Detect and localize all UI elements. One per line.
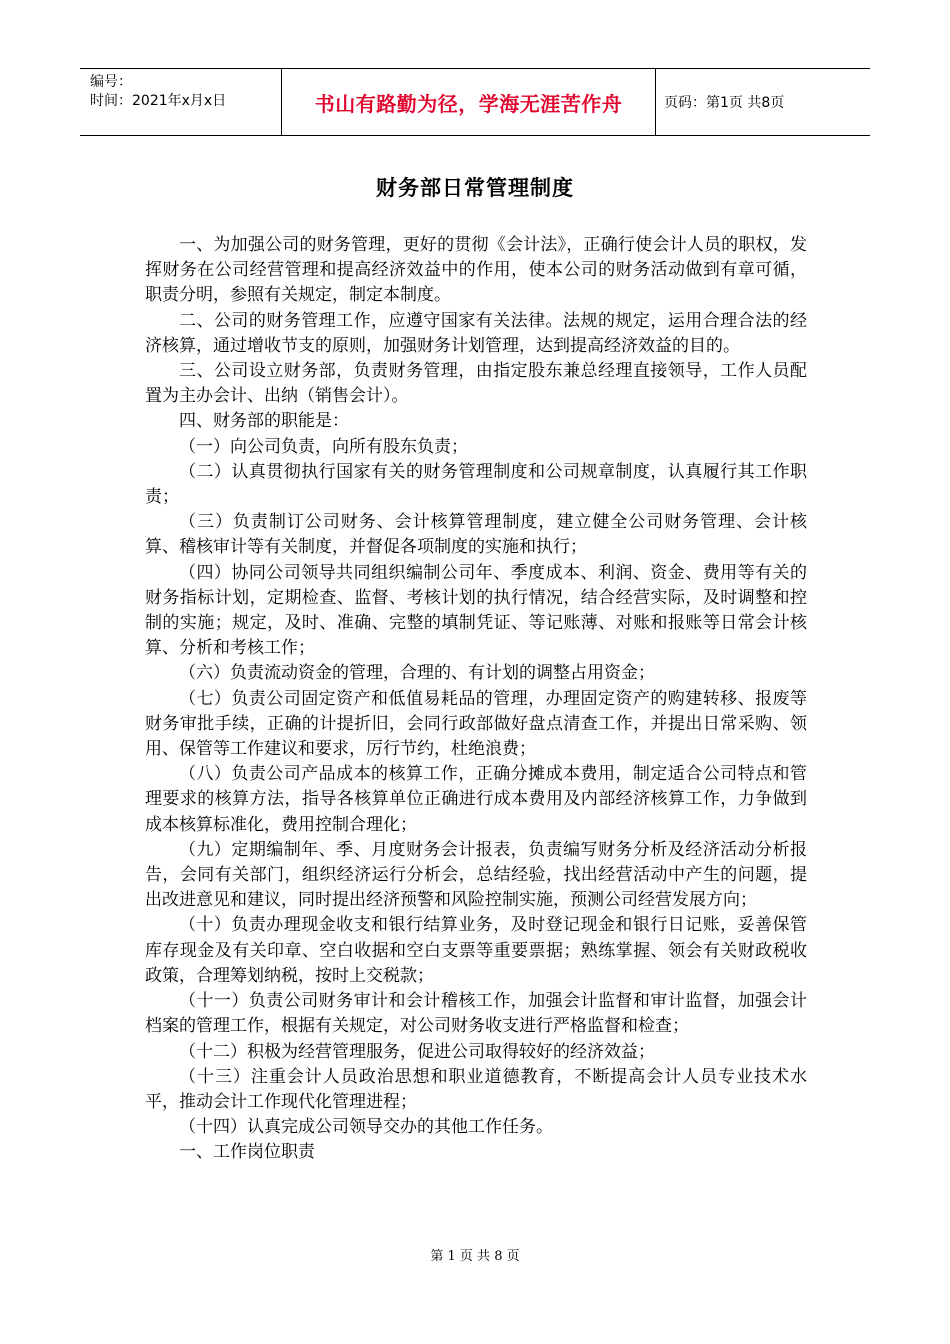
document-time-label: 时间：2021年x月x日 [90,93,227,109]
paragraph: （一）向公司负责，向所有股东负责； [179,436,468,457]
header-page-info-cell [656,69,870,135]
header-meta [80,69,282,135]
header-motto-cell [282,69,656,135]
paragraph: （九）定期编制年、季、月度财务会计报表，负责编写财务分析及经济活动分析报告，会同有关部门，组织经济运行分析会，总结经验，找出经营活动中产生的问题，提出改进意见和建议，同时提出经济预警和风险控制实施，预测公司经营发展方向； [145,839,807,911]
paragraph: （十一）负责公司财务审计和会计稽核工作，加强会计监督和审计监督，加强会计档案的管理工作，根据有关规定，对公司财务收支进行严格监督和检查； [145,991,807,1037]
paragraph: （三）负责制订公司财务、会计核算管理制度，建立健全公司财务管理、会计核算、稽核审计等有关制度，并督促各项制度的实施和执行； [145,512,807,558]
document-title: 财务部日常管理制度 [376,176,574,200]
paragraph: （八）负责公司产品成本的核算工作，正确分摊成本费用，制定适合公司特点和管理要求的核算方法，指导各核算单位正确进行成本费用及内部经济核算工作，力争做到成本核算标准化，费用控制合理化； [145,764,807,835]
section-heading: 一、工作岗位职责 [179,1142,315,1163]
paragraph: 三、公司设立财务部，负责财务管理，由指定股东兼总经理直接领导，工作人员配置为主办会计、出纳（销售会计）。 [145,361,807,407]
document-number-label: 编号： [90,74,132,90]
paragraph: （十三）注重会计人员政治思想和职业道德教育，不断提高会计人员专业技术水平，推动会计工作现代化管理进程； [145,1066,807,1112]
paragraph: 二、公司的财务管理工作，应遵守国家有关法律。法规的规定，运用合理合法的经济核算，通过增收节支的原则，加强财务计划管理，达到提高经济效益的目的。 [145,310,807,356]
paragraph: （六）负责流动资金的管理，合理的、有计划的调整占用资金； [179,663,655,684]
paragraph: （二）认真贯彻执行国家有关的财务管理制度和公司规章制度，认真履行其工作职责； [145,461,807,508]
paragraph: （十）负责办理现金收支和银行结算业务，及时登记现金和银行日记账，妥善保管库存现金及有关印章、空白收据和空白支票等重要票据；熟练掌握、领会有关财政税收政策，合理筹划纳税，按时上交税款； [145,915,807,986]
paragraph: （四）协同公司领导共同组织编制公司年、季度成本、利润、资金、费用等有关的财务指标计划，定期检查、监督、考核计划的执行情况，结合经营实际，及时调整和控制的实施；规定，及时、准确、完整的填制凭证、等记账薄、对账和报账等日常会计核算、分析和考核工作； [145,562,807,659]
document-body [145,233,807,1166]
header-page-info: 页码：第1页 共8页 [664,95,785,111]
paragraph: （十二）积极为经营管理服务，促进公司取得较好的经济效益； [179,1041,655,1062]
header-motto: 书山有路勤为径，学海无涯苦作舟 [314,91,623,116]
paragraph: 一、为加强公司的财务管理，更好的贯彻《会计法》，正确行使会计人员的职权，发挥财务在公司经营管理和提高经济效益中的作用，使本公司的财务活动做到有章可循，职责分明，参照有关规定，制定本制度。 [145,235,807,306]
paragraph: （七）负责公司固定资产和低值易耗品的管理，办理固定资产的购建转移、报废等财务审批手续，正确的计提折旧，会同行政部做好盘点清查工作，并提出日常采购、领用、保管等工作建议和要求，厉行节约，杜绝浪费； [145,688,807,760]
document-header [80,68,870,136]
paragraph: （十四）认真完成公司领导交办的其他工作任务。 [179,1117,553,1138]
page-footer: 第 1 页 共 8 页 [430,1249,520,1264]
paragraph: 四、财务部的职能是： [179,411,349,432]
